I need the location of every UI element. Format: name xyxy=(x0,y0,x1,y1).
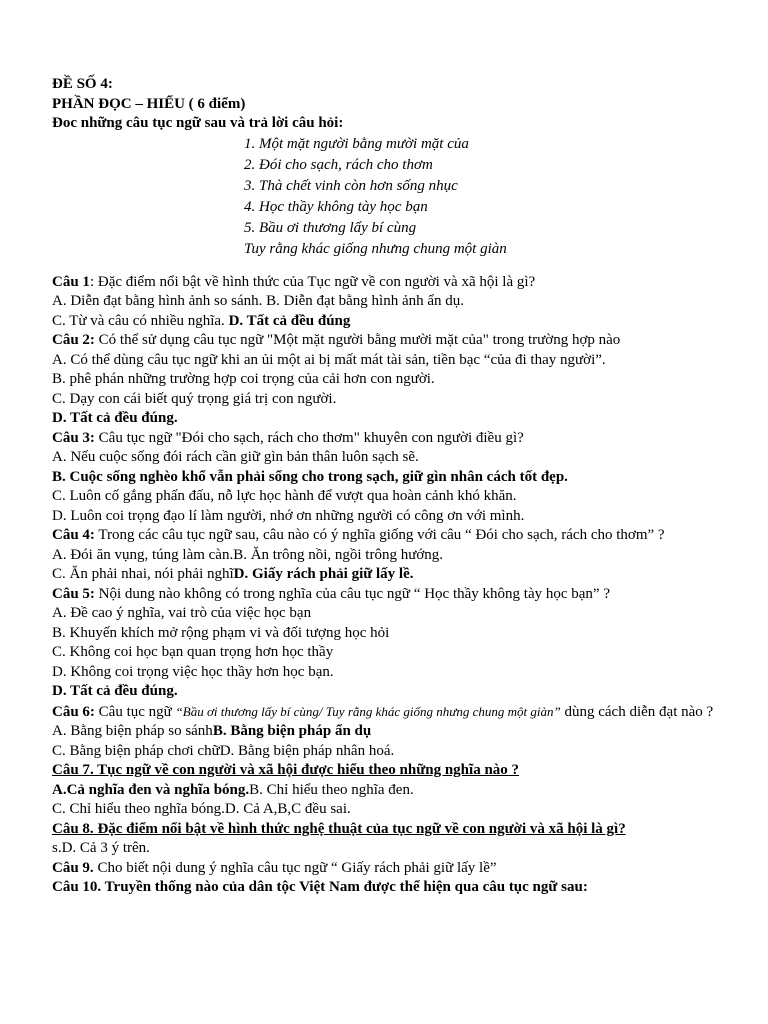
question-8 xyxy=(52,820,730,840)
option-a: A. Nếu cuộc sống đói rách cần giữ gìn bản thân luôn sạch sẽ. xyxy=(52,449,419,465)
option-c: C. Dạy con cái biết quý trọng giá trị con người. xyxy=(52,390,337,407)
option-c: C. Từ và câu có nhiều nghĩa. xyxy=(52,312,229,329)
question-label: Câu 8. xyxy=(52,820,94,837)
option-a: A. Bằng biện pháp so sánh xyxy=(52,723,213,739)
question-label: Câu 4: xyxy=(52,527,95,543)
option-a-answer: A.Cả nghĩa đen và nghĩa bóng. xyxy=(52,781,250,798)
proverb-quote: “Bầu ơi thương lấy bí cùng/ Tuy rằng khác giống nhưng chung một giàn” xyxy=(175,703,561,719)
proverb-item: 4. Học thầy không tày học bạn xyxy=(244,198,428,215)
option-b: B. Chỉ hiểu theo nghĩa đen. xyxy=(249,781,414,798)
question-text: Có thể sử dụng câu tục ngữ "Một mặt người bằng mười mặt của" trong trường hợp nào xyxy=(94,332,621,348)
option-d-answer: D. Giấy rách phải giữ lấy lề. xyxy=(233,566,414,582)
question-1 xyxy=(52,273,730,293)
exam-number: ĐỀ SỐ 4: xyxy=(52,76,113,92)
question-text: Nội dung nào không có trong nghĩa của câu tục ngữ “ Học thầy không tày học bạn” ? xyxy=(94,585,610,602)
option-a: A. Đề cao ý nghĩa, vai trò của việc học bạn xyxy=(52,605,312,621)
instruction: Đoc những câu tục ngữ sau và trả lời câu hỏi: xyxy=(52,115,344,131)
option-d: D. Luôn coi trọng đạo lí làm người, nhớ ơn những người có công ơn với mình. xyxy=(52,507,525,524)
proverb-list xyxy=(52,134,730,260)
question-10 xyxy=(52,878,730,898)
question-9 xyxy=(52,859,730,879)
option-line xyxy=(52,312,730,332)
option-d-answer: D. Tất cả đều đúng xyxy=(228,312,351,329)
question-label: Câu 7 xyxy=(52,762,90,778)
question-7 xyxy=(52,761,730,781)
question-label: Câu 3: xyxy=(52,429,95,446)
option-b: B. Khuyến khích mở rộng phạm vi và đối tượng học hỏi xyxy=(52,624,390,641)
question-text: Truyền thống nào của dân tộc Việt Nam được thể hiện qua câu tục ngữ sau: xyxy=(101,879,588,895)
section-title: PHẦN ĐỌC – HIỂU ( 6 điểm) xyxy=(52,95,246,112)
option-c: C. Không coi học bạn quan trọng hơn học thầy xyxy=(52,644,334,660)
option-b: B. phê phán những trường hợp coi trọng của cải hơn con người. xyxy=(52,371,435,387)
option-c-d: C. Chỉ hiểu theo nghĩa bóng.D. Cả A,B,C đều sai. xyxy=(52,801,351,817)
option-line: A. Diễn đạt bằng hình ảnh so sánh. B. Diễn đạt bằng hình ảnh ẩn dụ. xyxy=(52,293,465,309)
question-text: dùng cách diễn đạt nào ? xyxy=(560,703,714,720)
document-page xyxy=(52,75,730,898)
option-c-d: C. Bằng biện pháp chơi chữD. Bằng biện pháp nhân hoá. xyxy=(52,742,395,759)
option-d-answer: D. Tất cả đều đúng. xyxy=(52,410,178,426)
spacer xyxy=(52,260,730,273)
question-text: : Đặc điểm nổi bật về hình thức của Tục ngữ về con người và xã hội là gì? xyxy=(89,273,536,290)
question-label: Câu 9. xyxy=(52,859,94,876)
proverb-item: 1. Một mặt người bằng mười mặt của xyxy=(244,135,469,152)
question-label: Câu 2: xyxy=(52,332,95,348)
question-text: Đặc điểm nổi bật về hình thức nghệ thuật của tục ngữ về con người và xã hội là gì? xyxy=(93,820,626,837)
question-3 xyxy=(52,429,730,449)
proverb-item: 3. Thà chết vinh còn hơn sống nhục xyxy=(244,177,458,194)
question-text: Trong các câu tục ngữ sau, câu nào có ý nghĩa giống với câu “ Đói cho sạch, rách cho thơm” ? xyxy=(94,527,665,543)
proverb-item: Tuy rằng khác giống nhưng chung một giàn xyxy=(244,240,507,257)
question-label: Câu 1 xyxy=(52,273,90,290)
proverb-item: 2. Đói cho sạch, rách cho thơm xyxy=(244,156,433,173)
question-4 xyxy=(52,526,730,546)
option-line xyxy=(52,722,730,742)
option-a-b: A. Đói ăn vụng, túng làm càn.B. Ăn trông nồi, ngồi trông hướng. xyxy=(52,546,444,563)
option-b-answer: B. Bằng biện pháp ẩn dụ xyxy=(212,723,372,739)
answer-line: s.D. Cả 3 ý trên. xyxy=(52,840,150,856)
question-5 xyxy=(52,585,730,605)
question-text: Cho biết nội dung ý nghĩa câu tục ngữ “ Giấy rách phải giữ lấy lề” xyxy=(93,859,497,876)
question-text: Câu tục ngữ "Đói cho sạch, rách cho thơm" khuyên con người điều gì? xyxy=(94,429,524,446)
question-6 xyxy=(52,702,730,723)
option-d-answer: D. Tất cả đều đúng. xyxy=(52,683,178,699)
question-label: Câu 5: xyxy=(52,585,95,602)
option-a: A. Có thể dùng câu tục ngữ khi an ủi một ai bị mất mát tài sản, tiền bạc “của đi thay người”. xyxy=(52,351,606,368)
question-text: Câu tục ngữ xyxy=(94,703,176,720)
option-c: C. Luôn cố gắng phấn đấu, nỗ lực học hành để vượt qua hoàn cảnh khó khăn. xyxy=(52,488,517,504)
question-label: Câu 10. xyxy=(52,879,102,895)
option-c: C. Ăn phải nhai, nói phải nghĩ xyxy=(52,566,234,582)
question-text: . Tục ngữ về con người và xã hội được hiểu theo những nghĩa nào ? xyxy=(89,762,520,778)
option-line xyxy=(52,781,730,801)
option-d: D. Không coi trọng việc học thầy hơn học bạn. xyxy=(52,663,334,680)
question-label: Câu 6: xyxy=(52,703,95,720)
option-line xyxy=(52,565,730,585)
question-2 xyxy=(52,331,730,351)
option-b-answer: B. Cuộc sống nghèo khổ vẫn phải sống cho trong sạch, giữ gìn nhân cách tốt đẹp. xyxy=(52,468,568,485)
proverb-item: 5. Bầu ơi thương lấy bí cùng xyxy=(244,219,417,236)
